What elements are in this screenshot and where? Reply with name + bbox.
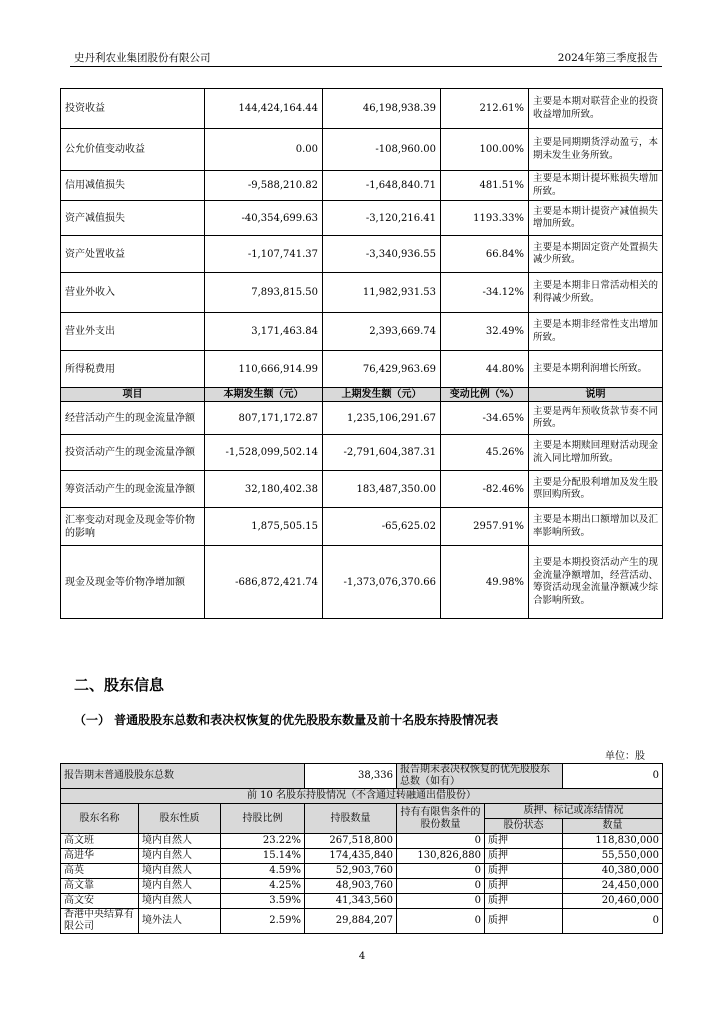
row-change: -34.12%: [441, 273, 529, 313]
row-item: 营业外支出: [61, 313, 205, 351]
row-previous: 11,982,931.53: [323, 273, 441, 313]
row-current: -1,107,741.37: [205, 236, 323, 273]
income-cashflow-table: [60, 88, 663, 619]
shareholder-qty: 41,343,560: [305, 894, 397, 909]
row-previous: -108,960.00: [323, 129, 441, 171]
col-restricted: 持有有限售条件的股份数量: [397, 804, 485, 834]
table-row: [61, 546, 663, 619]
row-note: 主要是同期期货浮动盈亏，本期未发生业务所致。: [529, 129, 663, 171]
shareholder-name: 高英: [61, 864, 139, 879]
shareholder-restricted: 130,826,880: [397, 849, 485, 864]
row-current: 110,666,914.99: [205, 351, 323, 388]
shareholder-qty: 29,884,207: [305, 909, 397, 934]
section-subtitle: （一） 普通股股东总数和表决权恢复的优先股股东数量及前十名股东持股情况表: [74, 713, 499, 727]
shareholder-row: [61, 879, 663, 894]
pref-label: 报告期末表决权恢复的优先股股东总数（如有）: [397, 764, 563, 789]
page-number: 4: [358, 951, 366, 962]
row-previous: 1,235,106,291.67: [323, 402, 441, 435]
row-change: -34.65%: [441, 402, 529, 435]
row-item: 资产处置收益: [61, 236, 205, 273]
row-note: 主要是本期利润增长所致。: [529, 351, 663, 388]
row-note: 主要是分配股利增加及发生股票回购所致。: [529, 471, 663, 508]
row-current: -686,872,421.74: [205, 546, 323, 619]
total-label: 报告期末普通股股东总数: [61, 764, 305, 789]
col-ratio: 持股比例: [221, 804, 305, 834]
shareholder-restricted: 0: [397, 879, 485, 894]
pledge-status: 质押: [485, 849, 563, 864]
row-change: 1193.33%: [441, 201, 529, 236]
row-current: 144,424,164.44: [205, 89, 323, 129]
row-change: 66.84%: [441, 236, 529, 273]
col-status: 股份状态: [485, 819, 563, 834]
row-previous: -3,120,216.41: [323, 201, 441, 236]
row-note: 主要是本期非日常活动相关的利得减少所致。: [529, 273, 663, 313]
shareholder-ratio: 4.59%: [221, 864, 305, 879]
unit-label: 单位：股: [605, 751, 645, 762]
shareholder-name: 高文靠: [61, 879, 139, 894]
shareholder-name: 高进华: [61, 849, 139, 864]
row-note: 主要是本期非经常性支出增加所致。: [529, 313, 663, 351]
row-previous: 76,429,963.69: [323, 351, 441, 388]
total-shareholders-row: [61, 764, 663, 789]
table-row: [61, 508, 663, 546]
row-change: 212.61%: [441, 89, 529, 129]
shareholder-ratio: 15.14%: [221, 849, 305, 864]
total-value: 38,336: [305, 764, 397, 789]
section-title: 二、股东信息: [74, 676, 165, 694]
header-current: 本期发生额（元）: [205, 388, 323, 402]
table-row: [61, 435, 663, 471]
shareholder-restricted: 0: [397, 894, 485, 909]
row-current: 7,893,815.50: [205, 273, 323, 313]
pledge-count: 20,460,000: [563, 894, 663, 909]
shareholder-row: [61, 894, 663, 909]
row-change: 2957.91%: [441, 508, 529, 546]
row-note: 主要是本期固定资产处置损失减少所致。: [529, 236, 663, 273]
row-change: 44.80%: [441, 351, 529, 388]
row-note: 主要是本期投资活动产生的现金流量净额增加，经营活动、筹资活动现金流量净额减少综合影响所致。: [529, 546, 663, 619]
col-pledge: 质押、标记或冻结情况: [485, 804, 663, 819]
row-change: -82.46%: [441, 471, 529, 508]
row-previous: -1,373,076,370.66: [323, 546, 441, 619]
pledge-status: 质押: [485, 879, 563, 894]
table-header-row: [61, 388, 663, 402]
pledge-status: 质押: [485, 909, 563, 934]
row-current: 0.00: [205, 129, 323, 171]
table-row: [61, 201, 663, 236]
shareholder-row: [61, 849, 663, 864]
row-note: 主要是本期计提资产减值损失增加所致。: [529, 201, 663, 236]
shareholder-row: [61, 834, 663, 849]
header-note: 说明: [529, 388, 663, 402]
shareholder-restricted: 0: [397, 834, 485, 849]
shareholder-nature: 境内自然人: [139, 879, 221, 894]
header-change: 变动比例（%）: [441, 388, 529, 402]
pledge-status: 质押: [485, 894, 563, 909]
table-row: [61, 236, 663, 273]
row-change: 45.26%: [441, 435, 529, 471]
pledge-status: 质押: [485, 834, 563, 849]
shareholder-ratio: 23.22%: [221, 834, 305, 849]
row-change: 32.49%: [441, 313, 529, 351]
pledge-count: 118,830,000: [563, 834, 663, 849]
pledge-status: 质押: [485, 864, 563, 879]
shareholder-nature: 境内自然人: [139, 849, 221, 864]
header-company: 史丹利农业集团股份有限公司: [74, 52, 211, 64]
table-row: [61, 89, 663, 129]
row-previous: 183,487,350.00: [323, 471, 441, 508]
shareholder-ratio: 3.59%: [221, 894, 305, 909]
row-item: 投资活动产生的现金流量净额: [61, 435, 205, 471]
shareholder-table: [60, 763, 663, 934]
row-current: -40,354,699.63: [205, 201, 323, 236]
shareholder-qty: 267,518,800: [305, 834, 397, 849]
shareholder-qty: 52,903,760: [305, 864, 397, 879]
shareholder-nature: 境内自然人: [139, 864, 221, 879]
row-previous: -3,340,936.55: [323, 236, 441, 273]
shareholder-ratio: 2.59%: [221, 909, 305, 934]
row-note: 主要是本期赎回理财活动现金流入同比增加所致。: [529, 435, 663, 471]
pledge-count: 0: [563, 909, 663, 934]
col-nature: 股东性质: [139, 804, 221, 834]
shareholder-nature: 境内自然人: [139, 894, 221, 909]
shareholder-qty: 48,903,760: [305, 879, 397, 894]
header-divider: [70, 66, 662, 67]
shareholder-row: [61, 864, 663, 879]
pledge-count: 55,550,000: [563, 849, 663, 864]
top10-caption-row: [61, 789, 663, 804]
col-name: 股东名称: [61, 804, 139, 834]
pledge-count: 40,380,000: [563, 864, 663, 879]
pref-value: 0: [563, 764, 663, 789]
row-previous: -1,648,840.71: [323, 171, 441, 201]
row-item: 投资收益: [61, 89, 205, 129]
col-qty: 持股数量: [305, 804, 397, 834]
table-row: [61, 402, 663, 435]
table-row: [61, 471, 663, 508]
row-note: 主要是本期对联营企业的投资收益增加所致。: [529, 89, 663, 129]
table-row: [61, 129, 663, 171]
table-row: [61, 273, 663, 313]
column-header-row: [61, 804, 663, 819]
table-row: [61, 313, 663, 351]
shareholder-nature: 境外法人: [139, 909, 221, 934]
row-change: 49.98%: [441, 546, 529, 619]
row-item: 公允价值变动收益: [61, 129, 205, 171]
pledge-count: 24,450,000: [563, 879, 663, 894]
top10-caption: 前 10 名股东持股情况（不含通过转融通出借股份）: [61, 789, 663, 804]
header-report-title: 2024年第三季度报告: [557, 52, 658, 64]
row-item: 现金及现金等价物净增加额: [61, 546, 205, 619]
row-item: 经营活动产生的现金流量净额: [61, 402, 205, 435]
row-current: -9,588,210.82: [205, 171, 323, 201]
row-current: 3,171,463.84: [205, 313, 323, 351]
row-item: 所得税费用: [61, 351, 205, 388]
row-item: 汇率变动对现金及现金等价物的影响: [61, 508, 205, 546]
shareholder-nature: 境内自然人: [139, 834, 221, 849]
col-count: 数量: [563, 819, 663, 834]
shareholder-restricted: 0: [397, 909, 485, 934]
row-note: 主要是本期计提坏账损失增加所致。: [529, 171, 663, 201]
shareholder-qty: 174,435,840: [305, 849, 397, 864]
table-row: [61, 171, 663, 201]
shareholder-name: 高文班: [61, 834, 139, 849]
shareholder-restricted: 0: [397, 864, 485, 879]
table-row: [61, 351, 663, 388]
row-previous: 2,393,669.74: [323, 313, 441, 351]
row-item: 资产减值损失: [61, 201, 205, 236]
row-previous: -2,791,604,387.31: [323, 435, 441, 471]
shareholder-row: [61, 909, 663, 934]
row-change: 100.00%: [441, 129, 529, 171]
row-item: 筹资活动产生的现金流量净额: [61, 471, 205, 508]
row-note: 主要是两年预收货款节奏不同所致。: [529, 402, 663, 435]
header-previous: 上期发生额（元）: [323, 388, 441, 402]
header-item: 项目: [61, 388, 205, 402]
row-current: 1,875,505.15: [205, 508, 323, 546]
shareholder-ratio: 4.25%: [221, 879, 305, 894]
row-change: 481.51%: [441, 171, 529, 201]
row-previous: 46,198,938.39: [323, 89, 441, 129]
row-current: -1,528,099,502.14: [205, 435, 323, 471]
shareholder-name: 高文安: [61, 894, 139, 909]
row-previous: -65,625.02: [323, 508, 441, 546]
row-note: 主要是本期出口额增加以及汇率影响所致。: [529, 508, 663, 546]
shareholder-name: 香港中央结算有限公司: [61, 909, 139, 934]
row-current: 32,180,402.38: [205, 471, 323, 508]
row-item: 营业外收入: [61, 273, 205, 313]
row-item: 信用减值损失: [61, 171, 205, 201]
row-current: 807,171,172.87: [205, 402, 323, 435]
